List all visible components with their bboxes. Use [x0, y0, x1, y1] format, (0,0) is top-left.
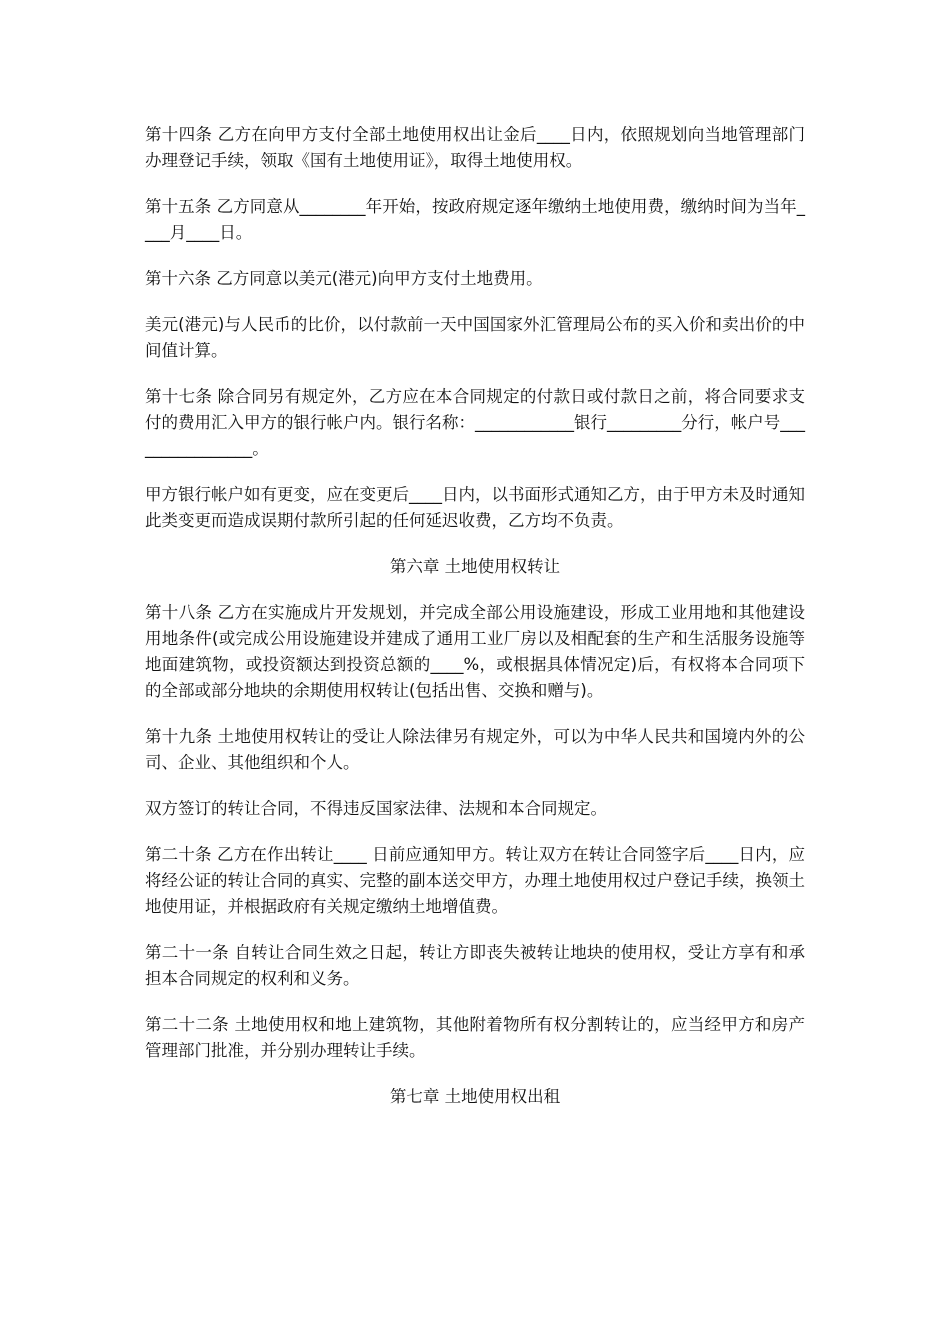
article-17: 第十七条 除合同另有规定外，乙方应在本合同规定的付款日或付款日之前，将合同要求支付的费用汇入甲方的银行帐户内。银行名称：____________银行_________分行，帐户号________________。 [145, 387, 805, 458]
article-21: 第二十一条 自转让合同生效之日起，转让方即丧失被转让地块的使用权，受让方享有和承担本合同规定的权利和义务。 [145, 943, 805, 988]
article-15: 第十五条 乙方同意从________年开始，按政府规定逐年缴纳土地使用费，缴纳时间为当年____月____日。 [145, 197, 805, 242]
article-14: 第十四条 乙方在向甲方支付全部土地使用权出让金后____日内，依照规划向当地管理部门办理登记手续，领取《国有土地使用证》，取得土地使用权。 [145, 125, 805, 170]
article-20: 第二十条 乙方在作出转让____ 日前应通知甲方。转让双方在转让合同签字后____日内，应将经公证的转让合同的真实、完整的副本送交甲方，办理土地使用权过户登记手续，换领土地使用证，并根据政府有关规定缴纳土地增值费。 [145, 845, 805, 916]
document-body [145, 122, 805, 1130]
chapter-6-heading: 第六章 土地使用权转让 [389, 557, 561, 576]
transfer-contract-clause: 双方签订的转让合同，不得违反国家法律、法规和本合同规定。 [145, 799, 607, 818]
bank-account-change-clause: 甲方银行帐户如有更变，应在变更后____日内，以书面形式通知乙方，由于甲方未及时通知此类变更而造成误期付款所引起的任何延迟收费，乙方均不负责。 [145, 485, 805, 530]
exchange-rate-clause: 美元(港元)与人民币的比价，以付款前一天中国国家外汇管理局公布的买入价和卖出价的中间值计算。 [145, 315, 805, 360]
article-22: 第二十二条 土地使用权和地上建筑物，其他附着物所有权分割转让的，应当经甲方和房产管理部门批准，并分别办理转让手续。 [145, 1015, 805, 1060]
article-18: 第十八条 乙方在实施成片开发规划，并完成全部公用设施建设，形成工业用地和其他建设用地条件(或完成公用设施建设并建成了通用工业厂房以及相配套的生产和生活服务设施等地面建筑物，或投资额达到投资总额的____%，或根据具体情况定)后，有权将本合同项下的全部或部分地块的余期使用权转让(包括出售、交换和赠与)。 [145, 603, 805, 700]
article-19: 第十九条 土地使用权转让的受让人除法律另有规定外，可以为中华人民共和国境内外的公司、企业、其他组织和个人。 [145, 727, 805, 772]
article-16: 第十六条 乙方同意以美元(港元)向甲方支付土地费用。 [145, 269, 543, 288]
chapter-7-heading: 第七章 土地使用权出租 [389, 1087, 561, 1106]
